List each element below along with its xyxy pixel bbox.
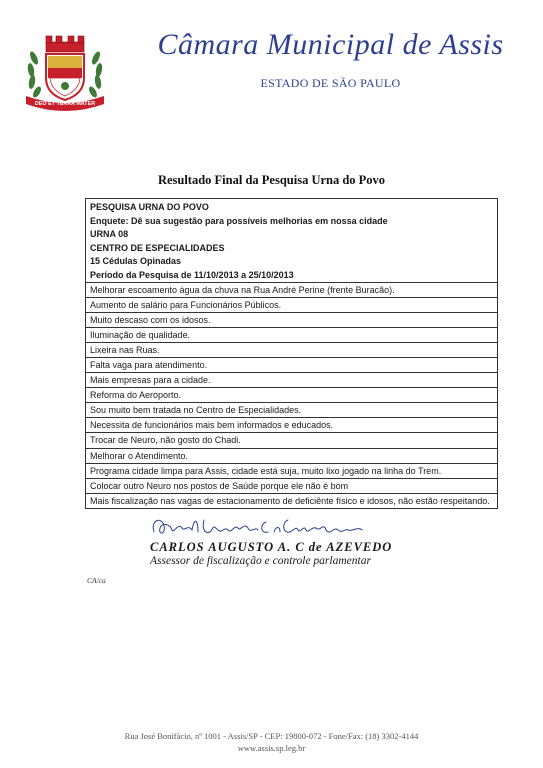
response-row: Mais empresas para a cidade. <box>85 373 498 388</box>
response-row: Sou muito bem tratada no Centro de Especialidades. <box>85 403 498 418</box>
survey-info-box <box>85 198 498 283</box>
footer-website: www.assis.sp.leg.br <box>237 743 306 753</box>
laurel-right <box>87 50 103 98</box>
typist-initials: CA/ca <box>87 576 106 585</box>
responses-table <box>85 283 498 509</box>
response-row: Trocar de Neuro, não gosto do Chadi. <box>85 433 498 448</box>
response-row: Necessita de funcionários mais bem informados e educados. <box>85 418 498 433</box>
response-row: Muito descaso com os idosos. <box>85 313 498 328</box>
response-row: Iluminação de qualidade. <box>85 328 498 343</box>
response-row: Colocar outro Neuro nos postos de Saúde porque ele não é bom <box>85 479 498 494</box>
survey-location: CENTRO DE ESPECIALIDADES <box>90 242 225 253</box>
response-row: Melhorar o Atendimento. <box>85 449 498 464</box>
document-title: Resultado Final da Pesquisa Urna do Povo <box>157 173 386 187</box>
ballot-box-number: URNA 08 <box>90 229 129 240</box>
response-row: Falta vaga para atendimento. <box>85 358 498 373</box>
coat-of-arms-logo <box>22 30 108 112</box>
signatory-name: CARLOS AUGUSTO A. C de AZEVEDO <box>150 540 393 554</box>
survey-period: Período da Pesquisa de 11/10/2013 a 25/10/2013 <box>90 269 294 280</box>
response-row: Mais fiscalização nas vagas de estacionamento de deficiênte físico e idosos, não estão respeitando. <box>85 494 498 509</box>
institution-state: ESTADO DE SÃO PAULO <box>260 76 401 90</box>
response-row: Programa cidade limpa para Assis, cidade está suja, muito lixo jogado na linha do Trem. <box>85 464 498 479</box>
response-row: Aumento de salário para Funcionários Públicos. <box>85 298 498 313</box>
response-row: Melhorar escoamento água da chuva na Rua André Perine (frente Buracão). <box>85 283 498 298</box>
ballot-count: 15 Cédulas Opinadas <box>90 256 182 267</box>
laurel-left <box>27 50 43 98</box>
footer-address: Rua José Bonifácio, nº 1001 - Assis/SP - CEP: 19800-072 - Fone/Fax: (18) 3302-4144 <box>124 731 419 741</box>
response-row: Lixeira nas Ruas. <box>85 343 498 358</box>
survey-name: PESQUISA URNA DO POVO <box>90 202 209 212</box>
handwritten-signature <box>148 514 388 540</box>
response-row: Reforma do Aeroporto. <box>85 388 498 403</box>
motto-text: DEO ET TERRA MATER <box>34 101 96 107</box>
signatory-role: Assessor de fiscalização e controle parlamentar <box>150 555 371 567</box>
institution-name: Câmara Municipal de Assis <box>157 28 504 61</box>
survey-question: Enquete: Dê sua sugestão para possíveis melhorias em nossa cidade <box>90 215 388 226</box>
mural-crown <box>46 36 84 52</box>
